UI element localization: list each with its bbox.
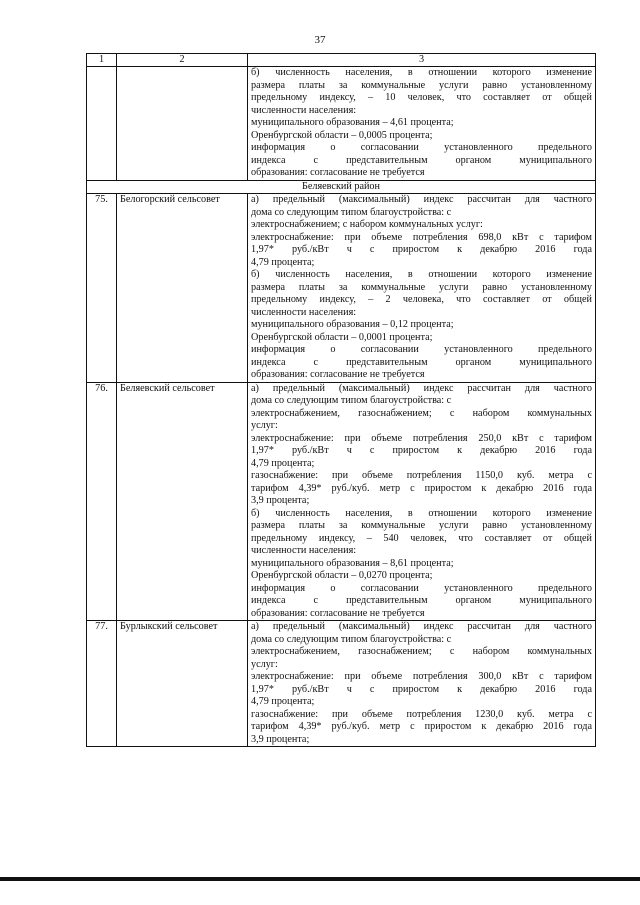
row-content bbox=[248, 194, 596, 383]
district-name: Беляевский район bbox=[87, 180, 596, 194]
district-row bbox=[87, 180, 596, 194]
content-line: 3,9 процента; bbox=[251, 733, 310, 745]
content-line: электроснабжение: при объеме потребления 698,0 кВт с тарифом bbox=[251, 231, 592, 243]
content-line: Оренбургской области – 0,0270 процента; bbox=[251, 570, 433, 581]
content-line: дома со следующим типом благоустройства: с bbox=[251, 633, 452, 645]
settlement-name: Бурлыкский сельсовет bbox=[117, 621, 248, 747]
content-line: 4,79 процента; bbox=[251, 696, 315, 707]
content-line: газоснабжение: при объеме потребления 1150,0 куб. метра с bbox=[251, 470, 592, 481]
content-line: муниципального образования – 0,12 процента; bbox=[251, 319, 454, 330]
row-number bbox=[87, 67, 117, 181]
content-line: 1,97* руб./кВт ч с приростом к декабрю 2016 года bbox=[251, 683, 592, 695]
content-line: 3,9 процента; bbox=[251, 495, 310, 506]
content-line: индекса с представительным органом муниципального bbox=[251, 595, 592, 606]
content-line: тарифом 4,39* руб./куб. метр с приростом к декабрю 2016 года bbox=[251, 721, 592, 732]
content-line: численности населения: bbox=[251, 104, 357, 116]
row-number: 75. bbox=[87, 194, 117, 383]
settlement-name: Белогорский сельсовет bbox=[117, 194, 248, 383]
row-number: 77. bbox=[87, 621, 117, 747]
header-col-2: 2 bbox=[117, 54, 248, 67]
content-line: услуг: bbox=[251, 658, 278, 670]
header-col-3: 3 bbox=[248, 54, 596, 67]
content-line: индекса с представительным органом муниципального bbox=[251, 154, 592, 166]
content-line: образования: согласование не требуется bbox=[251, 369, 425, 380]
content-line: образования: согласование не требуется bbox=[251, 607, 425, 619]
table-row bbox=[87, 382, 596, 621]
content-line: муниципального образования – 4,61 процента; bbox=[251, 117, 454, 128]
content-line: предельному индексу, – 2 человека, что составляет от общей bbox=[251, 294, 592, 305]
table-row bbox=[87, 621, 596, 747]
content-line: б) численность населения, в отношении которого изменение bbox=[251, 269, 592, 280]
content-line: размера платы за коммунальные услуги равно установленному bbox=[251, 520, 592, 531]
content-line: индекса с представительным органом муниципального bbox=[251, 356, 592, 368]
content-line: образования: согласование не требуется bbox=[251, 167, 425, 178]
content-line: дома со следующим типом благоустройства: с bbox=[251, 395, 452, 406]
content-line: предельному индексу, – 10 человек, что составляет от общей bbox=[251, 92, 592, 103]
content-line: размера платы за коммунальные услуги равно установленному bbox=[251, 281, 592, 293]
content-line: 1,97* руб./кВт ч с приростом к декабрю 2016 года bbox=[251, 244, 592, 255]
content-line: электроснабжение: при объеме потребления 300,0 кВт с тарифом bbox=[251, 671, 592, 682]
table-row-continued bbox=[87, 67, 596, 181]
content-line: Оренбургской области – 0,0001 процента; bbox=[251, 331, 433, 343]
content-line: электроснабжение: при объеме потребления 250,0 кВт с тарифом bbox=[251, 432, 592, 444]
content-line: электроснабжением, газоснабжением; с набором коммунальных bbox=[251, 407, 592, 419]
content-line: размера платы за коммунальные услуги равно установленному bbox=[251, 79, 592, 91]
content-line: предельному индексу, – 540 человек, что составляет от общей bbox=[251, 532, 592, 544]
content-line: а) предельный (максимальный) индекс рассчитан для частного bbox=[251, 194, 592, 205]
page-bottom-rule bbox=[0, 877, 640, 881]
content-line: б) численность населения, в отношении которого изменение bbox=[251, 507, 592, 519]
content-line: газоснабжение: при объеме потребления 1230,0 куб. метра с bbox=[251, 708, 592, 720]
content-line: а) предельный (максимальный) индекс рассчитан для частного bbox=[251, 382, 592, 394]
content-line: муниципального образования – 8,61 процента; bbox=[251, 557, 454, 569]
tariff-index-table bbox=[86, 53, 596, 747]
row-number: 76. bbox=[87, 382, 117, 621]
content-line: 4,79 процента; bbox=[251, 256, 315, 268]
row-content bbox=[248, 67, 596, 181]
content-line: информация о согласовании установленного предельного bbox=[251, 582, 592, 594]
content-line: информация о согласовании установленного предельного bbox=[251, 344, 592, 355]
page-number: 37 bbox=[314, 34, 326, 46]
content-line: услуг: bbox=[251, 420, 278, 431]
content-line: Оренбургской области – 0,0005 процента; bbox=[251, 129, 433, 141]
content-line: а) предельный (максимальный) индекс рассчитан для частного bbox=[251, 621, 592, 632]
content-line: тарифом 4,39* руб./куб. метр с приростом к декабрю 2016 года bbox=[251, 482, 592, 494]
row-content bbox=[248, 621, 596, 747]
content-line: дома со следующим типом благоустройства: с bbox=[251, 206, 452, 218]
settlement-name: Беляевский сельсовет bbox=[117, 382, 248, 621]
content-line: численности населения: bbox=[251, 545, 357, 556]
row-content bbox=[248, 382, 596, 621]
table-row bbox=[87, 194, 596, 383]
content-line: электроснабжением, газоснабжением; с набором коммунальных bbox=[251, 646, 592, 657]
content-line: 1,97* руб./кВт ч с приростом к декабрю 2016 года bbox=[251, 445, 592, 456]
content-line: электроснабжением; с набором коммунальных услуг: bbox=[251, 219, 483, 230]
content-line: б) численность населения, в отношении которого изменение bbox=[251, 67, 592, 78]
content-line: численности населения: bbox=[251, 306, 357, 318]
settlement-name bbox=[117, 67, 248, 181]
table-header-row bbox=[87, 54, 596, 67]
content-line: информация о согласовании установленного предельного bbox=[251, 142, 592, 153]
content-line: 4,79 процента; bbox=[251, 457, 315, 469]
header-col-1: 1 bbox=[87, 54, 117, 67]
